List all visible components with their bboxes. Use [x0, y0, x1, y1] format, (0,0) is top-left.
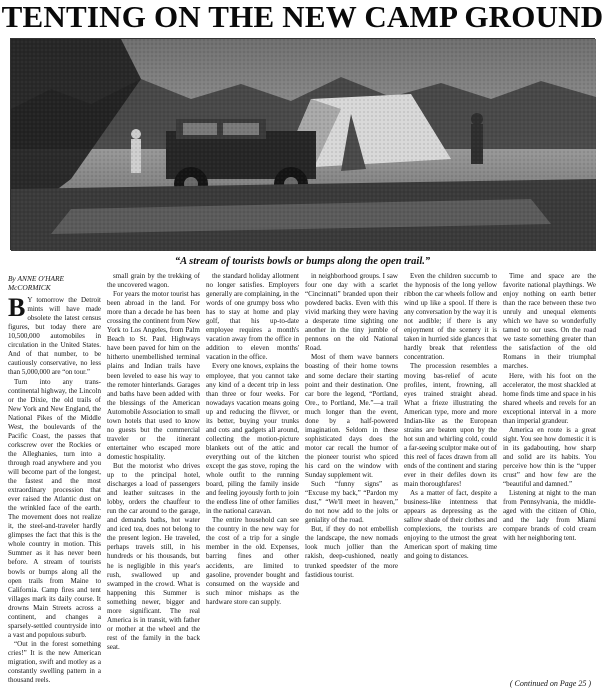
- article-photo: [10, 38, 595, 250]
- paragraph: Here, with his foot on the accelerator, the most shackled at home finds time and space in his shared wheels and revels for an exceptional interval in a more than imperial grandeur.: [503, 371, 596, 425]
- paragraph: As a matter of fact, despite a business-like intentness that appears as depressing as the sallow shade of their clothes and complexions, the tourists are enjoying to the utmost the great American sport of making time and going to distances.: [404, 489, 497, 561]
- paragraph: America en route is a great sight. You see how domestic it is in its gadabouting, how sharp and solid are its habits. You perceive how thin is the “upper crust” and how few are the “beautiful and damned.”: [503, 425, 596, 489]
- paragraph: Listening at night to the man from Pennsylvania, the middle-aged with the citizen of Ohio, and the lady from Miami compare brands of cold cream with her neighboring tent.: [503, 489, 596, 543]
- article-column: [206, 272, 299, 672]
- paragraph: But the motorist who drives up to the principal hotel, discharges a load of passengers and leather suitcases in the lobby, orders the chauffeur to run the car around to the garage, and demands baths, hot water and iced tea, does not belong to the present legion. He traveled, perhaps travels still, in his hundreds or his thousands, but he is negligible in this year's rush, swallowed up and swamped in the crowd. What is happening this Summer is something newer, bigger and more significant. The real America is in transit, with father or mother at the wheel and the rest of the family in the back seat.: [107, 461, 200, 651]
- paragraph: Even the children succumb to the hypnosis of the long yellow ribbon the car wheels follow and wind up like a spool. If there is any conversation by the way it is not audible; if there is any enjoyment of the scenery it is taken in hurried side glances that hardly break that relentless concentration.: [404, 272, 497, 362]
- paragraph: BY tomorrow the Detroit mints will have made obsolete the latest census figures, but today there are 10,500,000 automobiles in circulation in the United States. And of that number, to be cautiously conservative, no less than 5,000,000 are “on tour.”: [8, 293, 101, 377]
- article-column: [404, 272, 497, 672]
- paragraph: in neighborhood groups. I saw four one day with a scarlet “Cincinnati” branded upon their powdered backs. Even with this vivid marking they were having a desperate time sighting one another in the tiny jumble of pennons on the old National Road.: [305, 272, 398, 353]
- paragraph: Time and space are the favorite national playthings. We enjoy nothing on earth better than the race between these two unruly and unequal elements which we have so wonderfully tamed to our uses. On the road we taste something greater than the satisfaction of the old Romans in their triumphal marches.: [503, 272, 596, 371]
- paragraph: But, if they do not embellish the landscape, the new nomads look much jollier than the rakish, deep-cushioned, neatly trunked speedster of the more fastidious tourist.: [305, 525, 398, 579]
- paragraph: “Out in the forest something cries!” It is the new American migration, swift and motley as a constantly swelling pattern in a thousand reels.: [8, 639, 101, 685]
- paragraph: Such “funny signs” as “Excuse my back,” “Pardon my dust,” “We'll meet in heaven,” do not now add to the jolts or geniality of the road.: [305, 480, 398, 525]
- article-column: [107, 272, 200, 672]
- photo-caption: “A stream of tourists bowls or bumps along the open trail.”: [174, 256, 431, 267]
- paragraph: The entire household can see the country in the new way for the cost of a trip for a single member in the old. Expenses, barring fines and other accidents, are limited to gasoline, provender bought and consumed on the wayside and such minor mishaps as the hardware store can supply.: [206, 516, 299, 606]
- paragraph: the standard holiday allotment no longer satisfies. Employers generally are complaining, in the words of one grumpy boss who has to stay at home and play golf, that his up-to-date employee requires a month's vacation away from the office in addition to eleven months' vacation in the office.: [206, 272, 299, 362]
- camp-scene-illustration: [11, 39, 596, 251]
- paragraph: The procession resembles a moving bas-relief of acute profiles, intent, frowning, all eyes trained straight ahead. What a frieze illustrating the American type, more and more Indian-like as the European strains are beaten upon by the hot sun and whirling cold, could a far-seeing sculptor make out of this reel of faces drawn from all ends of the continent and staring ever in their defiles down its main thoroughfares!: [404, 362, 497, 489]
- article-column: [305, 272, 398, 672]
- paragraph: Every one knows, explains the employee, that you cannot take any kind of a decent trip in less than three or four weeks. For nowadays vacation means going up and reducing the flivver, or its better, buying your trunks and cots and gadgets all around, collecting the motion-picture blankets out of the attic and everything out of the kitchen except the gas stove, roping the whole outfit to the running board, piling the family inside and feeling joyously forth to join the endless line of other families in the national caravan.: [206, 362, 299, 516]
- paragraph: small grain by the trekking of the uncovered wagon.: [107, 272, 200, 290]
- continued-link[interactable]: ( Continued on Page 25 ): [509, 679, 591, 688]
- paragraph: Turn into any trans-continental highway, the Lincoln or the Dixie, the old trails of New York and New England, the National Pikes of the Middle West, the boulevards of the Pacific Coast, the passes that corkscrew over the Rockies or the Alleghanies, turn into a through road anywhere and you will become part of the longest, the fastest and the most extraordinary procession that ever raised the Atlantic dust on the wrinkled face of the earth. The movement does not realize it, the steel-and-traveler hardly glimpses the fact that this is the whole country in motion. This Summer as it has never been before. A stream of tourists bowls or bumps along all the open trails from Maine to California. Camp fires and tent villages mark its daily course. It drowns Main Streets across a continent, and changes a sparsely-settled countryside into a vast and populous suburb.: [8, 377, 101, 639]
- byline: By ANNE O'HARE McCORMICK: [8, 274, 65, 293]
- paragraph: Most of them wave banners boasting of their home towns and some declare their starting point and their destination. One car bore the legend, “Portland, Ore., to Portland, Me.”—a trail much longer than the event, done by a half-powered imagination. Seldom in these sophisticated days does the motor car recall the humor of the pioneer tourist who spiced his card on the window with Sunday supplement wit.: [305, 353, 398, 480]
- headline: TENTING ON THE NEW CAMP GROUND: [1, 0, 604, 34]
- article-column: [8, 272, 101, 685]
- paragraph: For years the motor tourist has been abroad in the land. For more than a decade he has been crossing the continent from New York to Los Angeles, from Palm Beach to St. Paul. Highways have been paved for him on the hitherto unembellished terminal plains and Indian trails have been leveled to ease his way to the remoter hinterlands. Garages and baths have been added with the blessings of the American Automobile Association to small town hotels that used to know no guests but the commercial traveler or the itinerant entertainer who escaped more domestic hospitality.: [107, 290, 200, 461]
- article-column: [503, 272, 596, 672]
